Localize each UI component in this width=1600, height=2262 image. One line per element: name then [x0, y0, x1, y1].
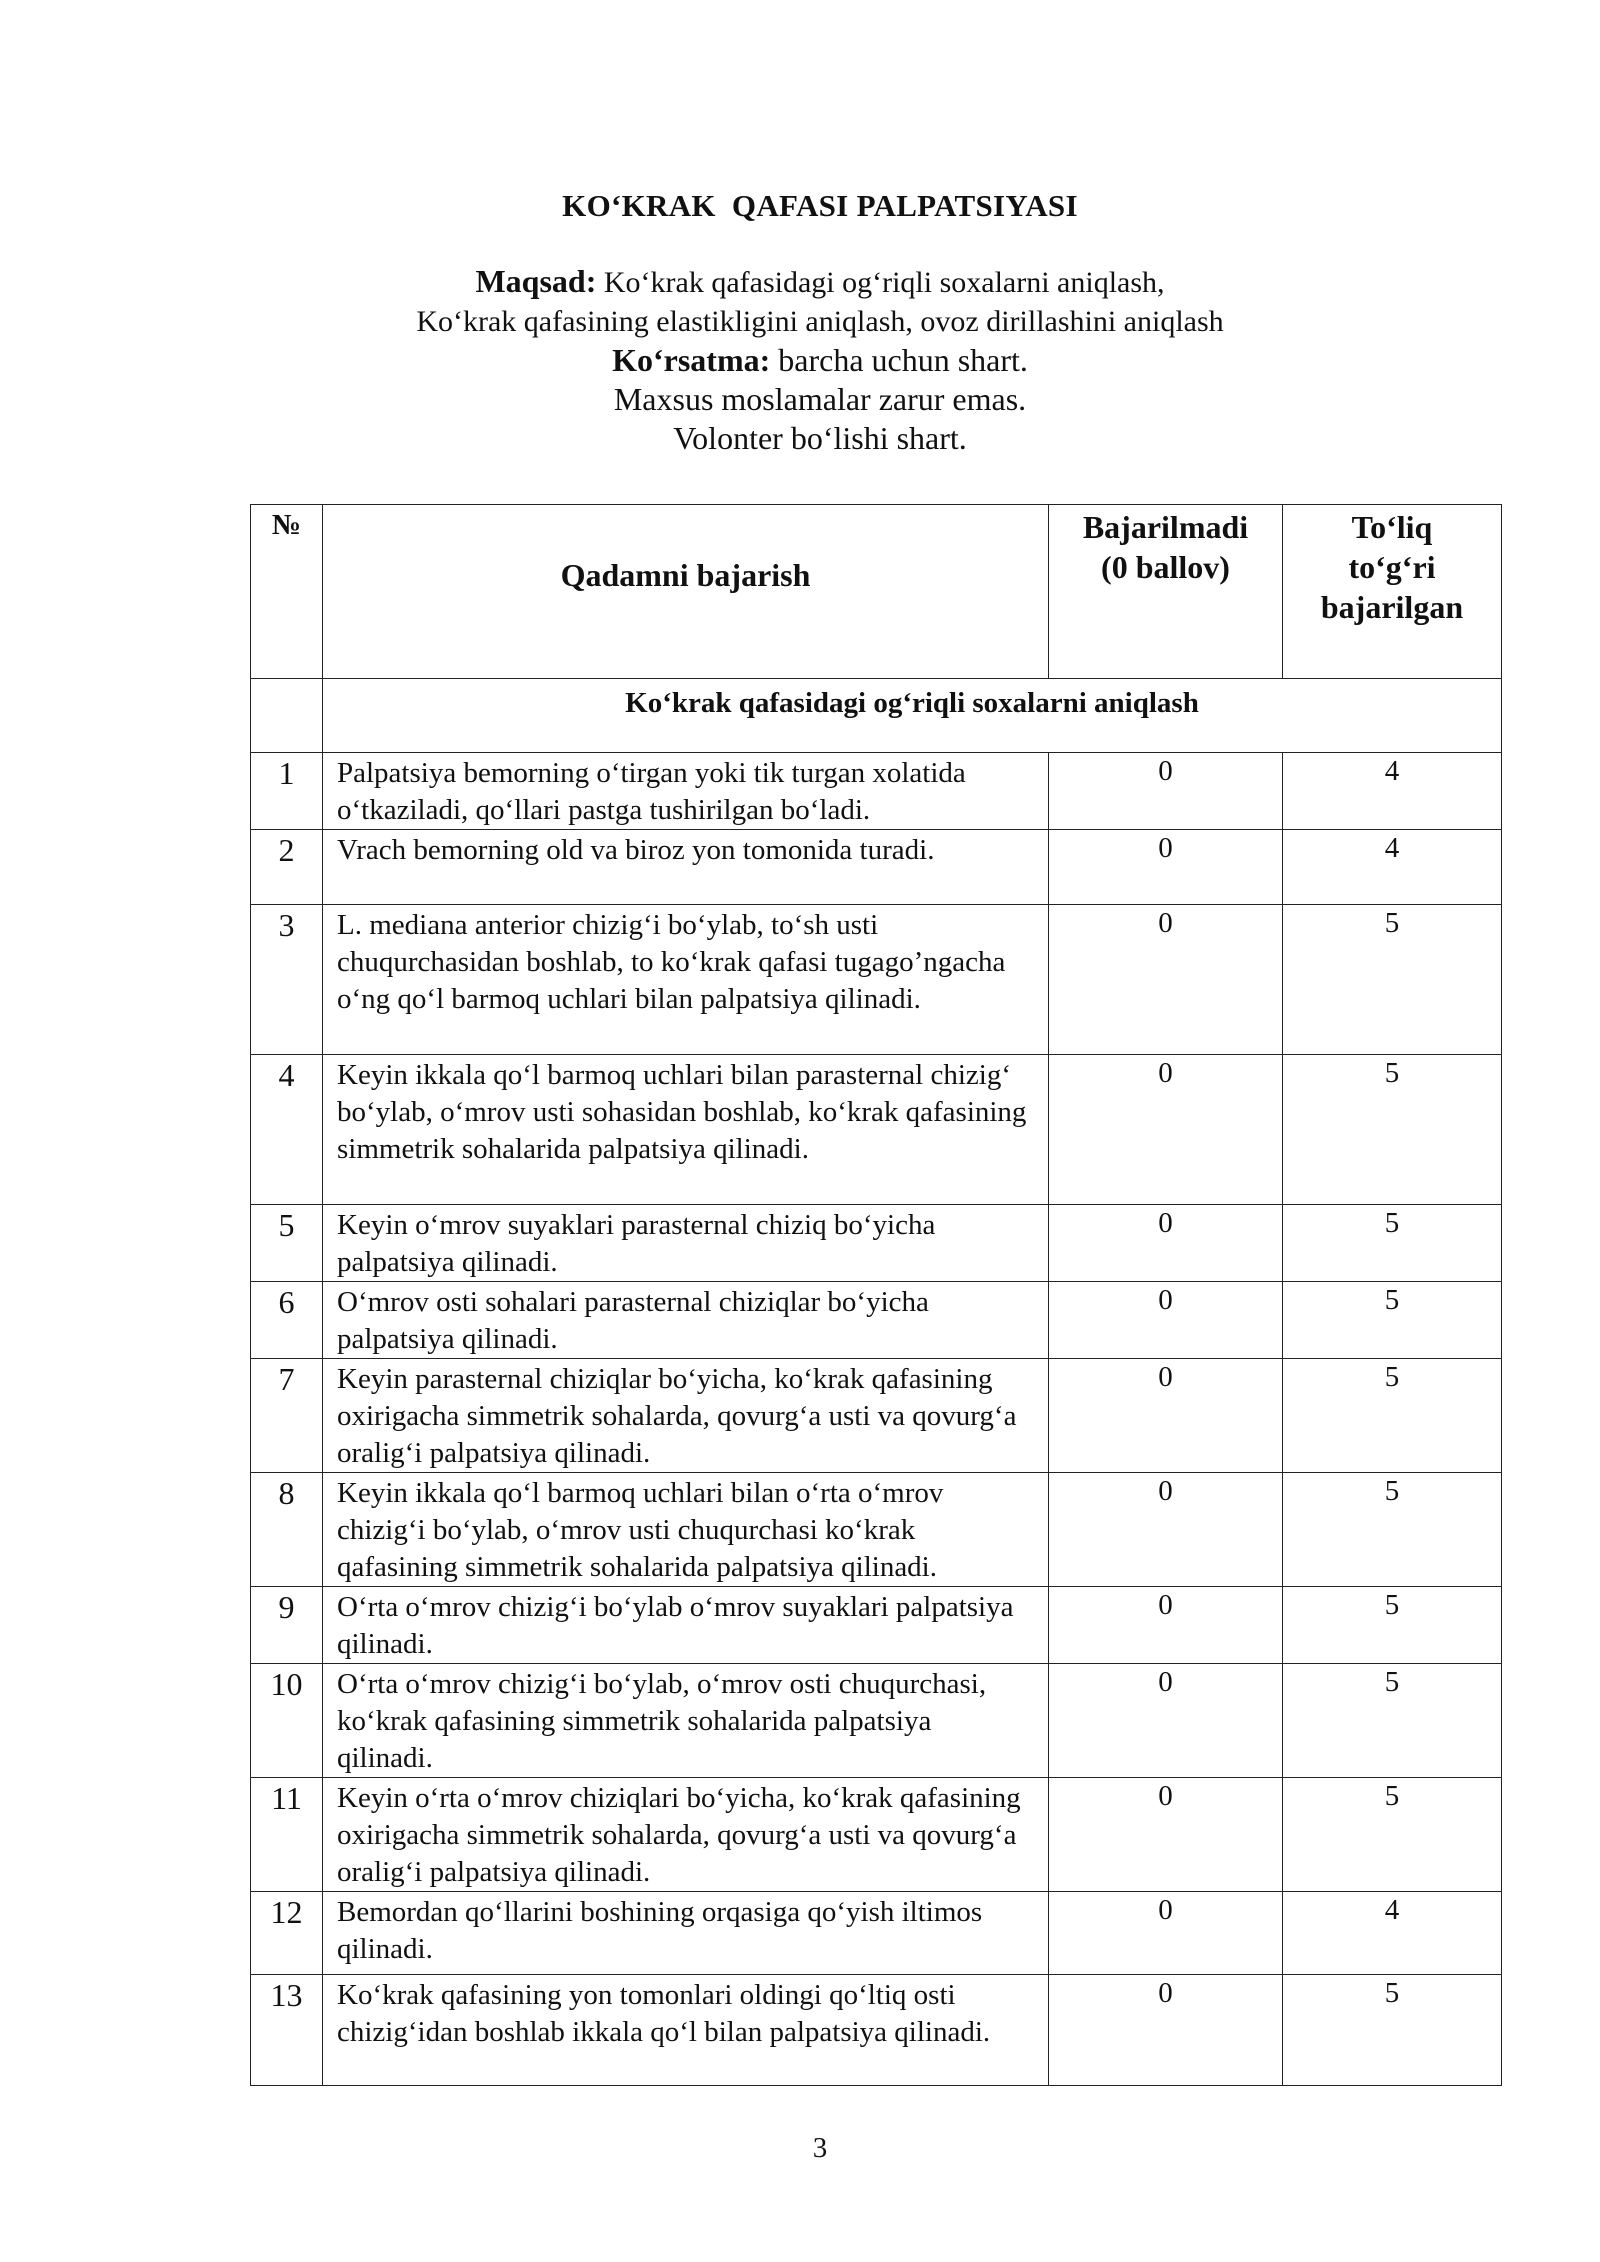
header-not-done-line2: (0 ballov) [1101, 549, 1230, 585]
volunteer-note: Volonter bo‘lishi shart. [673, 420, 967, 456]
step-number: 8 [251, 1473, 323, 1587]
header-fully-done-line2: to‘g‘ri [1348, 549, 1436, 585]
goal-label: Maqsad: [475, 263, 597, 299]
table-row [251, 1359, 1502, 1473]
indication-text: barcha uchun shart. [770, 342, 1028, 378]
score-fully-done: 4 [1283, 830, 1502, 905]
step-description: Keyin parasternal chiziqlar bo‘yicha, ko‘krak qafasining oxirigacha simmetrik sohalarda, qovurg‘a usti va qovurg‘a oralig‘i palpatsiya qilinadi. [323, 1359, 1049, 1473]
step-description: Palpatsiya bemorning o‘tirgan yoki tik turgan xolatida o‘tkaziladi, qo‘llari pastga tushirilgan bo‘ladi. [323, 753, 1049, 830]
step-description: O‘rta o‘mrov chizig‘i bo‘ylab o‘mrov suyaklari palpatsiya qilinadi. [323, 1587, 1049, 1664]
score-fully-done: 5 [1283, 1473, 1502, 1587]
table-row [251, 1282, 1502, 1359]
checklist-table [250, 504, 1502, 2086]
table-row [251, 1205, 1502, 1282]
score-not-done: 0 [1049, 1975, 1283, 2086]
step-description: L. mediana anterior chizig‘i bo‘ylab, to‘sh usti chuqurchasidan boshlab, to ko‘krak qafasi tugago’ngacha o‘ng qo‘l barmoq uchlari bilan palpatsiya qilinadi. [323, 905, 1049, 1055]
step-number: 2 [251, 830, 323, 905]
table-row [251, 1587, 1502, 1664]
goal-text-continued: Ko‘krak qafasining elastikligini aniqlash, ovoz dirillashini aniqlash [416, 305, 1224, 338]
step-number: 5 [251, 1205, 323, 1282]
section-title: Ko‘krak qafasidagi og‘riqli soxalarni aniqlash [323, 679, 1502, 753]
score-not-done: 0 [1049, 1587, 1283, 1664]
score-fully-done: 5 [1283, 1205, 1502, 1282]
score-not-done: 0 [1049, 1473, 1283, 1587]
table-row [251, 905, 1502, 1055]
table-row [251, 1055, 1502, 1205]
step-description: O‘mrov osti sohalari parasternal chiziqlar bo‘yicha palpatsiya qilinadi. [323, 1282, 1049, 1359]
table-row [251, 1975, 1502, 2086]
table-header-row [251, 505, 1502, 679]
section-header-row [251, 679, 1502, 753]
step-number: 11 [251, 1778, 323, 1892]
score-not-done: 0 [1049, 1282, 1283, 1359]
step-description: Keyin ikkala qo‘l barmoq uchlari bilan o‘rta o‘mrov chizig‘i bo‘ylab, o‘mrov usti chuqurchasi ko‘krak qafasining simmetrik sohalarida palpatsiya qilinadi. [323, 1473, 1049, 1587]
score-not-done: 0 [1049, 1892, 1283, 1975]
score-not-done: 0 [1049, 753, 1283, 830]
score-not-done: 0 [1049, 1205, 1283, 1282]
step-description: Ko‘krak qafasining yon tomonlari oldingi qo‘ltiq osti chizig‘idan boshlab ikkala qo‘l bilan palpatsiya qilinadi. [323, 1975, 1049, 2086]
step-number: 13 [251, 1975, 323, 2086]
score-not-done: 0 [1049, 1359, 1283, 1473]
step-description: Vrach bemorning old va biroz yon tomonida turadi. [323, 830, 1049, 905]
step-number: 7 [251, 1359, 323, 1473]
table-row [251, 830, 1502, 905]
step-description: Keyin o‘mrov suyaklari parasternal chiziq bo‘yicha palpatsiya qilinadi. [323, 1205, 1049, 1282]
header-fully-done-line1: To‘liq [1351, 509, 1433, 545]
header-not-done-line1: Bajarilmadi [1082, 509, 1249, 545]
score-fully-done: 5 [1283, 1778, 1502, 1892]
step-number: 1 [251, 753, 323, 830]
step-number: 12 [251, 1892, 323, 1975]
indication-line [0, 341, 1600, 380]
table-row [251, 1664, 1502, 1778]
step-number: 10 [251, 1664, 323, 1778]
intro-block [0, 262, 1600, 458]
header-fully-done [1283, 505, 1502, 679]
header-fully-done-line3: bajarilgan [1320, 589, 1464, 625]
score-not-done: 0 [1049, 1778, 1283, 1892]
step-number: 4 [251, 1055, 323, 1205]
score-fully-done: 5 [1283, 1282, 1502, 1359]
step-description: O‘rta o‘mrov chizig‘i bo‘ylab, o‘mrov osti chuqurchasi, ko‘krak qafasining simmetrik sohalarida palpatsiya qilinadi. [323, 1664, 1049, 1778]
score-not-done: 0 [1049, 830, 1283, 905]
table-row [251, 1892, 1502, 1975]
step-description: Keyin o‘rta o‘mrov chiziqlari bo‘yicha, ko‘krak qafasining oxirigacha simmetrik sohalarda, qovurg‘a usti va qovurg‘a oralig‘i palpatsiya qilinadi. [323, 1778, 1049, 1892]
page-number: 3 [812, 2132, 828, 2164]
step-number: 9 [251, 1587, 323, 1664]
header-not-done [1049, 505, 1283, 679]
header-step: Qadamni bajarish [323, 505, 1049, 679]
equipment-note: Maxsus moslamalar zarur emas. [613, 381, 1027, 417]
step-number: 6 [251, 1282, 323, 1359]
step-number: 3 [251, 905, 323, 1055]
page-title: KO‘KRAK QAFASI PALPATSIYASI [562, 188, 1078, 223]
score-not-done: 0 [1049, 1055, 1283, 1205]
score-fully-done: 5 [1283, 905, 1502, 1055]
score-not-done: 0 [1049, 1664, 1283, 1778]
step-description: Bemordan qo‘llarini boshining orqasiga qo‘yish iltimos qilinadi. [323, 1892, 1049, 1975]
step-description: Keyin ikkala qo‘l barmoq uchlari bilan parasternal chizig‘ bo‘ylab, o‘mrov usti sohasidan boshlab, ko‘krak qafasining simmetrik sohalarida palpatsiya qilinadi. [323, 1055, 1049, 1205]
score-fully-done: 5 [1283, 1587, 1502, 1664]
score-fully-done: 4 [1283, 1892, 1502, 1975]
table-row [251, 1778, 1502, 1892]
goal-line [0, 262, 1600, 302]
score-fully-done: 5 [1283, 1975, 1502, 2086]
score-fully-done: 5 [1283, 1359, 1502, 1473]
header-number: № [251, 505, 323, 679]
table-row [251, 1473, 1502, 1587]
score-fully-done: 5 [1283, 1664, 1502, 1778]
score-fully-done: 4 [1283, 753, 1502, 830]
indication-label: Ko‘rsatma: [612, 342, 771, 378]
score-not-done: 0 [1049, 905, 1283, 1055]
section-number-cell [251, 679, 323, 753]
score-fully-done: 5 [1283, 1055, 1502, 1205]
table-row [251, 753, 1502, 830]
goal-text: Ko‘krak qafasidagi og‘riqli soxalarni aniqlash, [596, 266, 1165, 299]
